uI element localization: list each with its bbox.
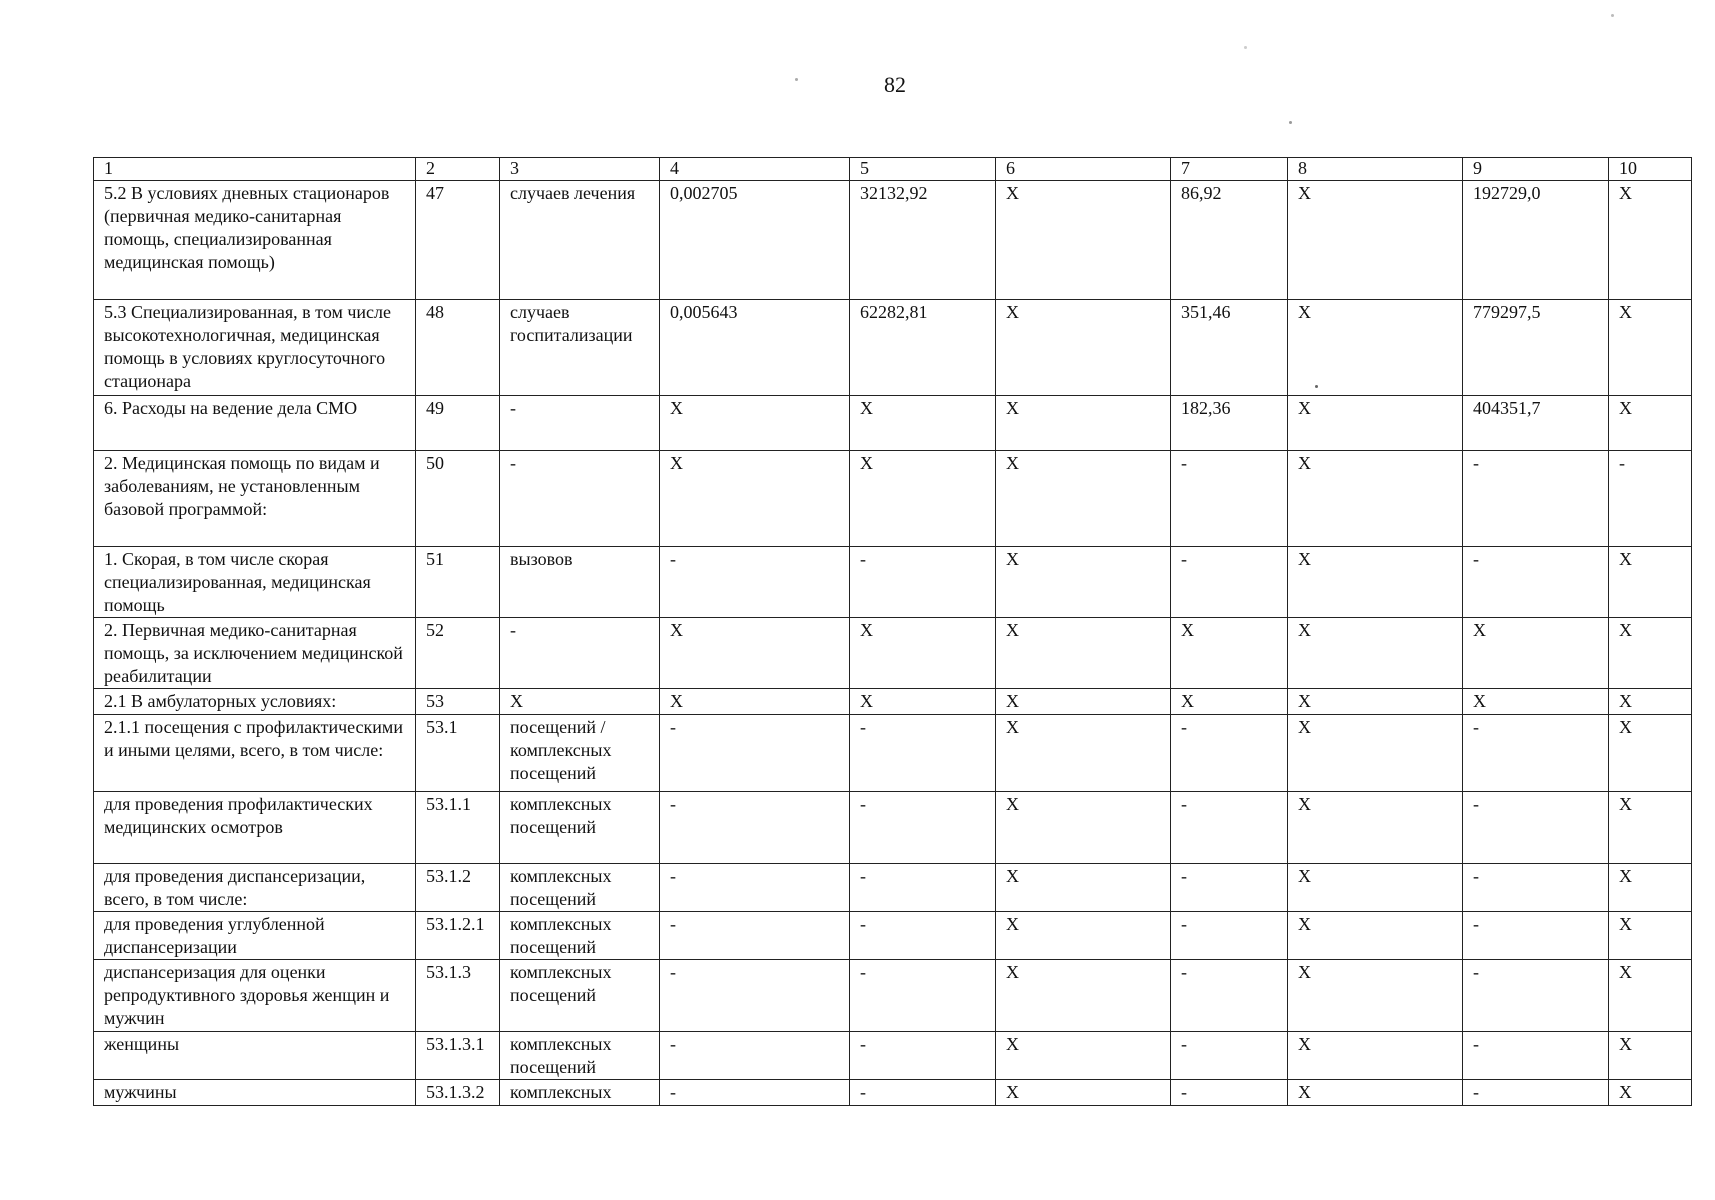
table-cell: Х [1609,960,1692,1032]
table-cell: - [1171,912,1288,960]
table-cell: Х [996,792,1171,864]
table-cell: Х [850,451,996,547]
table-cell: - [850,912,996,960]
table-cell: - [660,912,850,960]
header-cell: 2 [416,158,500,181]
table-cell: Х [1609,689,1692,715]
table-row [94,689,1692,715]
table-cell: Х [660,618,850,689]
table-cell: Х [996,960,1171,1032]
table-cell: Х [850,689,996,715]
table-row [94,715,1692,792]
table-cell: комплексных посещений [500,792,660,864]
table-cell: случаев лечения [500,181,660,300]
page-number: 82 [884,72,906,97]
table-cell: 1. Скорая, в том числе скорая специализированная, медицинская помощь [94,547,416,618]
table-cell: - [850,1032,996,1080]
table-cell: 2. Первичная медико-санитарная помощь, за исключением медицинской реабилитации [94,618,416,689]
table-header-row [94,158,1692,181]
table-row [94,451,1692,547]
table-cell: - [1463,864,1609,912]
table-cell: 779297,5 [1463,300,1609,396]
table-cell: 5.2 В условиях дневных стационаров (первичная медико-санитарная помощь, специализированная медицинская помощь) [94,181,416,300]
scan-speck [1244,46,1247,49]
data-table [93,157,1692,1106]
table-cell: - [850,1080,996,1106]
table-row [94,618,1692,689]
table-cell: Х [1171,689,1288,715]
table-cell: 53.1.2.1 [416,912,500,960]
table-cell: 0,002705 [660,181,850,300]
table-cell: мужчины [94,1080,416,1106]
table-cell: Х [1609,618,1692,689]
table-cell: 5.3 Специализированная, в том числе высокотехнологичная, медицинская помощь в условиях круглосуточного стационара [94,300,416,396]
header-cell: 5 [850,158,996,181]
table-cell: Х [1609,715,1692,792]
table-cell: Х [1609,792,1692,864]
table-cell: комплексных посещений [500,1032,660,1080]
table-cell: Х [660,396,850,451]
table-cell: Х [996,300,1171,396]
table-cell: 2.1.1 посещения с профилактическими и иными целями, всего, в том числе: [94,715,416,792]
header-cell: 10 [1609,158,1692,181]
table-cell: Х [996,1080,1171,1106]
table-cell: - [850,792,996,864]
table-cell: 86,92 [1171,181,1288,300]
table-cell: - [1463,960,1609,1032]
table-cell: - [1463,912,1609,960]
table-cell: 62282,81 [850,300,996,396]
table-row [94,792,1692,864]
table-cell: Х [500,689,660,715]
scan-speck [1611,14,1614,17]
table-cell: Х [1609,1080,1692,1106]
table-cell: 32132,92 [850,181,996,300]
table-cell: - [1171,792,1288,864]
table-cell: - [1171,1080,1288,1106]
table-cell: - [660,1080,850,1106]
table-row [94,396,1692,451]
table-cell: 53.1.3.1 [416,1032,500,1080]
table-cell: - [1463,1032,1609,1080]
table-cell: - [500,396,660,451]
table-cell: Х [996,715,1171,792]
table-cell: комплексных посещений [500,960,660,1032]
table-cell: для проведения углубленной диспансеризации [94,912,416,960]
table-cell: 351,46 [1171,300,1288,396]
table-cell: комплексных [500,1080,660,1106]
table-cell: Х [660,689,850,715]
table-row [94,960,1692,1032]
table-cell: 53.1.3.2 [416,1080,500,1106]
table-cell: - [1171,960,1288,1032]
table-row [94,1080,1692,1106]
table-cell: Х [1288,864,1463,912]
table-cell: Х [1463,689,1609,715]
table-cell: Х [1288,1080,1463,1106]
table-row [94,300,1692,396]
table-cell: женщины [94,1032,416,1080]
table-cell: диспансеризация для оценки репродуктивного здоровья женщин и мужчин [94,960,416,1032]
table-cell: - [1171,547,1288,618]
header-cell: 7 [1171,158,1288,181]
table-cell: Х [996,864,1171,912]
table-cell: - [660,547,850,618]
table-cell: Х [1609,864,1692,912]
table-cell: 52 [416,618,500,689]
table-cell: - [660,1032,850,1080]
table-cell: Х [1609,181,1692,300]
table-cell: - [850,547,996,618]
table-cell: 53.1.2 [416,864,500,912]
table-cell: - [850,864,996,912]
header-cell: 8 [1288,158,1463,181]
table-cell: Х [996,396,1171,451]
table-cell: - [850,715,996,792]
table-row [94,864,1692,912]
table-cell: - [1609,451,1692,547]
table-row [94,912,1692,960]
table-cell: Х [1288,689,1463,715]
table-cell: 51 [416,547,500,618]
table-cell: Х [660,451,850,547]
table-cell: Х [1288,715,1463,792]
table-cell: - [1463,715,1609,792]
table-cell: Х [1288,912,1463,960]
table-cell: - [1171,864,1288,912]
scan-speck [795,78,798,81]
table-cell: Х [1288,792,1463,864]
table-cell: - [500,618,660,689]
table-cell: случаев госпитализации [500,300,660,396]
table-row [94,181,1692,300]
table-cell: 53.1.1 [416,792,500,864]
table-cell: - [500,451,660,547]
table-cell: 2. Медицинская помощь по видам и заболеваниям, не установленным базовой программой: [94,451,416,547]
table-cell: Х [850,618,996,689]
table-cell: Х [850,396,996,451]
table-cell: вызовов [500,547,660,618]
table-cell: - [1463,451,1609,547]
table-cell: Х [996,181,1171,300]
table-cell: 49 [416,396,500,451]
table-cell: Х [1609,912,1692,960]
table-cell: - [660,715,850,792]
header-cell: 9 [1463,158,1609,181]
table-row [94,547,1692,618]
table-cell: Х [1288,960,1463,1032]
table-cell: Х [1288,1032,1463,1080]
table-cell: 182,36 [1171,396,1288,451]
table-cell: для проведения диспансеризации, всего, в том числе: [94,864,416,912]
table-cell: - [1171,1032,1288,1080]
table-cell: Х [996,912,1171,960]
table-cell: Х [1288,547,1463,618]
table-cell: - [1463,792,1609,864]
table-cell: 0,005643 [660,300,850,396]
table-cell: Х [996,547,1171,618]
table-cell: Х [1288,618,1463,689]
scan-speck [1315,385,1318,388]
table-cell: Х [1288,396,1463,451]
table-cell: 47 [416,181,500,300]
table-cell: Х [1609,300,1692,396]
table-cell: - [1171,451,1288,547]
header-cell: 6 [996,158,1171,181]
table-cell: 192729,0 [1463,181,1609,300]
table-body [94,158,1692,1106]
table-cell: 2.1 В амбулаторных условиях: [94,689,416,715]
table-cell: для проведения профилактических медицинских осмотров [94,792,416,864]
table-cell: Х [1288,181,1463,300]
table-cell: комплексных посещений [500,912,660,960]
table-cell: Х [1171,618,1288,689]
table-row [94,1032,1692,1080]
table-cell: Х [1609,1032,1692,1080]
table-cell: - [660,792,850,864]
table-cell: Х [1288,300,1463,396]
table-cell: Х [996,1032,1171,1080]
table-cell: - [660,864,850,912]
table-cell: 48 [416,300,500,396]
table-cell: Х [1288,451,1463,547]
table-cell: Х [996,451,1171,547]
scan-speck [1289,121,1292,124]
table-cell: - [1463,547,1609,618]
header-cell: 1 [94,158,416,181]
table-cell: 404351,7 [1463,396,1609,451]
table-cell: комплексных посещений [500,864,660,912]
table-cell: 50 [416,451,500,547]
table-cell: Х [1609,547,1692,618]
table-cell: Х [1463,618,1609,689]
header-cell: 3 [500,158,660,181]
table-cell: - [850,960,996,1032]
table-cell: 53 [416,689,500,715]
header-cell: 4 [660,158,850,181]
table-cell: 6. Расходы на ведение дела СМО [94,396,416,451]
table-cell: посещений / комплексных посещений [500,715,660,792]
table-cell: - [1171,715,1288,792]
table-cell: Х [996,689,1171,715]
table-cell: 53.1 [416,715,500,792]
table-cell: 53.1.3 [416,960,500,1032]
table-cell: Х [996,618,1171,689]
table-cell: - [1463,1080,1609,1106]
table-cell: - [660,960,850,1032]
table-cell: Х [1609,396,1692,451]
